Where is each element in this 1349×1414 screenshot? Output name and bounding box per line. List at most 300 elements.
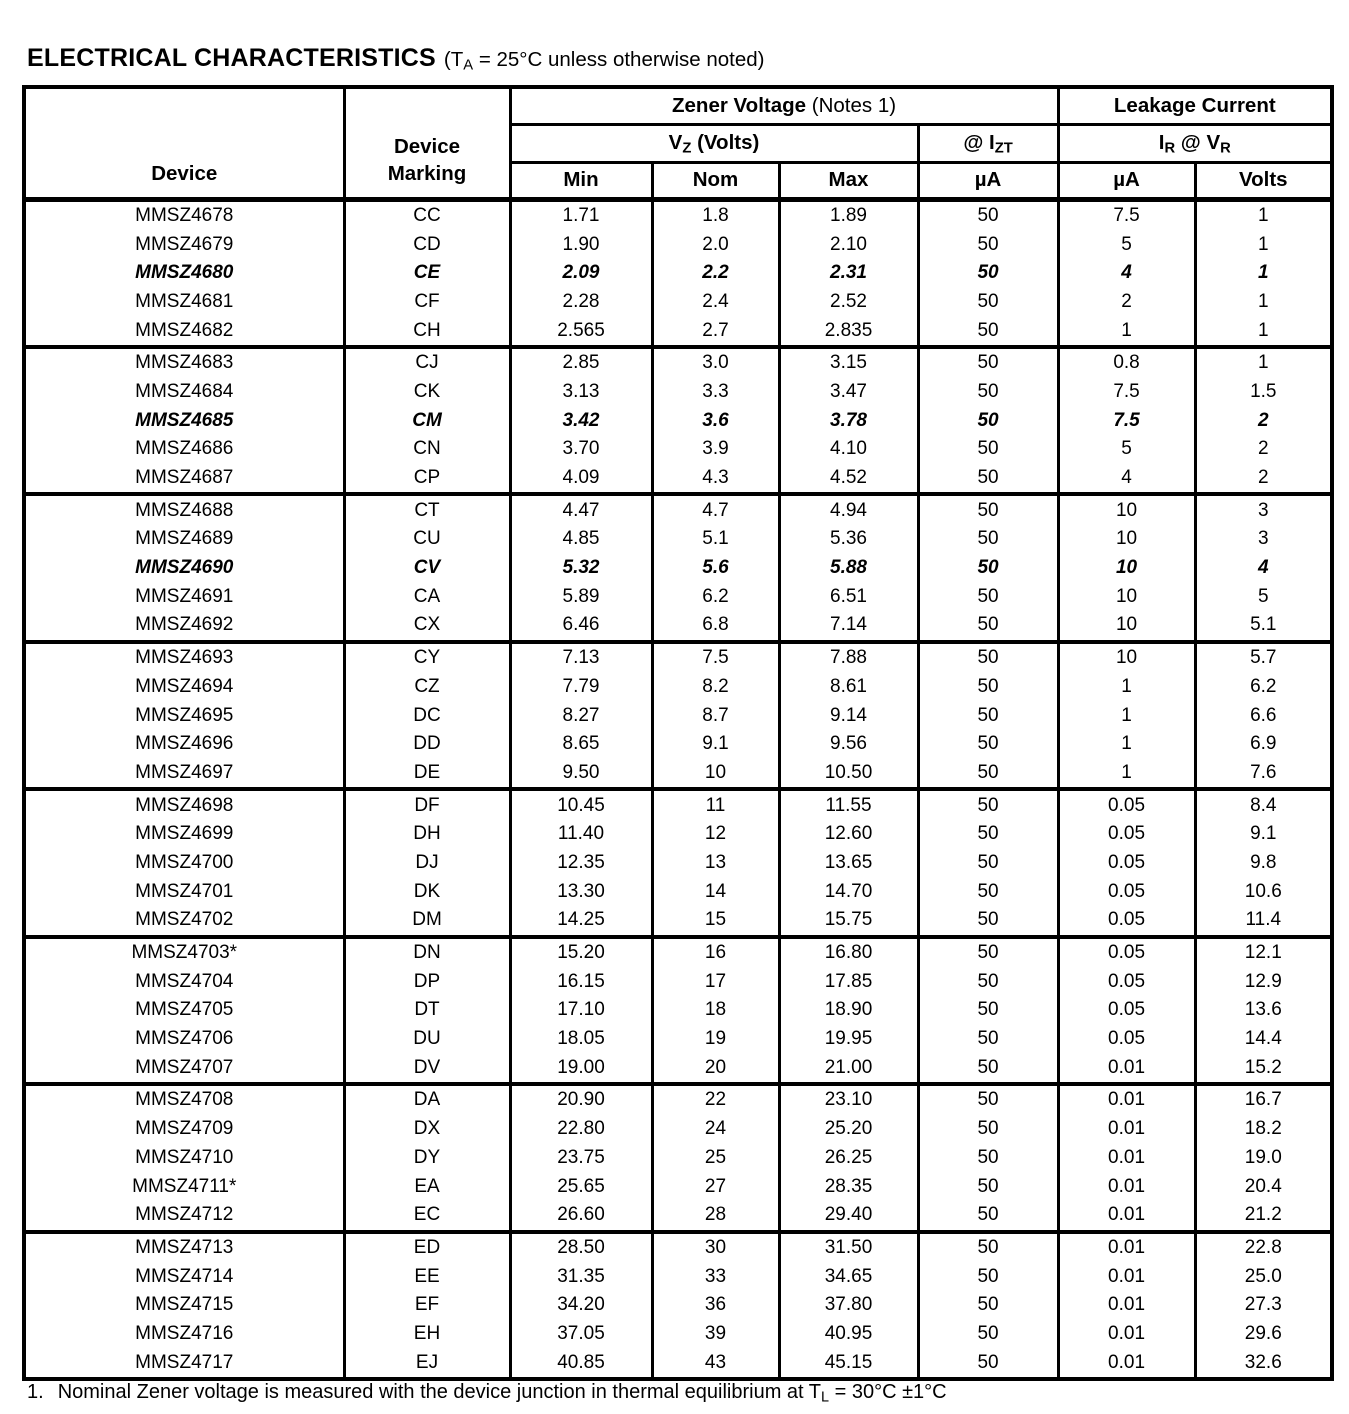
cell-izt_ua: 50 [918, 525, 1058, 554]
table-row [24, 849, 1332, 878]
header-izt-unit: µA [918, 162, 1058, 199]
table-row [24, 316, 1332, 347]
cell-vr_volts: 6.9 [1195, 730, 1332, 759]
cell-vz_max: 9.56 [779, 730, 918, 759]
cell-vz_nom: 4.3 [652, 464, 779, 495]
table-row [24, 1025, 1332, 1054]
table-row [24, 1172, 1332, 1201]
cell-vz_nom: 3.6 [652, 406, 779, 435]
cell-vr_volts: 16.7 [1195, 1084, 1332, 1115]
cell-vr_volts: 27.3 [1195, 1291, 1332, 1320]
cell-vz_min: 28.50 [510, 1232, 652, 1263]
cell-marking: CC [344, 199, 510, 230]
cell-device: MMSZ4712 [24, 1201, 344, 1232]
cell-vr_volts: 10.6 [1195, 877, 1332, 906]
cell-izt_ua: 50 [918, 1115, 1058, 1144]
cell-izt_ua: 50 [918, 701, 1058, 730]
cell-vz_min: 13.30 [510, 877, 652, 906]
cell-vz_min: 7.79 [510, 673, 652, 702]
cell-vz_max: 7.88 [779, 642, 918, 673]
cell-vr_volts: 1 [1195, 316, 1332, 347]
cell-ir_ua: 0.05 [1058, 996, 1195, 1025]
cell-marking: EJ [344, 1348, 510, 1379]
cell-vz_max: 1.89 [779, 199, 918, 230]
cell-vz_min: 1.71 [510, 199, 652, 230]
table-row [24, 1115, 1332, 1144]
cell-vz_min: 2.28 [510, 288, 652, 317]
cell-device: MMSZ4692 [24, 611, 344, 642]
cell-marking: DT [344, 996, 510, 1025]
cell-vz_nom: 25 [652, 1144, 779, 1173]
header-at-izt: @ $I_{ZT}$ [918, 124, 1058, 162]
cell-izt_ua: 50 [918, 673, 1058, 702]
cell-marking: DH [344, 820, 510, 849]
cell-ir_ua: 0.01 [1058, 1320, 1195, 1349]
table-row [24, 611, 1332, 642]
header-max: Max [779, 162, 918, 199]
page-title [27, 44, 765, 73]
cell-device: MMSZ4694 [24, 673, 344, 702]
cell-vz_nom: 24 [652, 1115, 779, 1144]
cell-vz_min: 20.90 [510, 1084, 652, 1115]
cell-vz_min: 25.65 [510, 1172, 652, 1201]
cell-vr_volts: 13.6 [1195, 996, 1332, 1025]
cell-device: MMSZ4704 [24, 967, 344, 996]
cell-vz_min: 11.40 [510, 820, 652, 849]
cell-vz_min: 6.46 [510, 611, 652, 642]
cell-vz_nom: 9.1 [652, 730, 779, 759]
cell-marking: CK [344, 378, 510, 407]
cell-vz_nom: 17 [652, 967, 779, 996]
cell-marking: CA [344, 582, 510, 611]
cell-device: MMSZ4693 [24, 642, 344, 673]
cell-vz_nom: 10 [652, 759, 779, 790]
cell-device: MMSZ4707 [24, 1053, 344, 1084]
cell-vz_nom: 11 [652, 789, 779, 820]
cell-vr_volts: 11.4 [1195, 906, 1332, 937]
cell-ir_ua: 0.05 [1058, 967, 1195, 996]
header-vz-volts: $V_Z$ (Volts) [510, 124, 918, 162]
cell-izt_ua: 50 [918, 1144, 1058, 1173]
title-text: ELECTRICAL CHARACTERISTICS [27, 44, 436, 72]
table-row [24, 730, 1332, 759]
cell-vr_volts: 21.2 [1195, 1201, 1332, 1232]
cell-izt_ua: 50 [918, 1084, 1058, 1115]
cell-vz_nom: 30 [652, 1232, 779, 1263]
cell-vr_volts: 18.2 [1195, 1115, 1332, 1144]
cell-vz_min: 9.50 [510, 759, 652, 790]
cell-ir_ua: 0.01 [1058, 1232, 1195, 1263]
cell-vr_volts: 2 [1195, 464, 1332, 495]
cell-vz_nom: 18 [652, 996, 779, 1025]
cell-vz_max: 28.35 [779, 1172, 918, 1201]
cell-izt_ua: 50 [918, 582, 1058, 611]
cell-ir_ua: 0.01 [1058, 1262, 1195, 1291]
cell-device: MMSZ4698 [24, 789, 344, 820]
cell-device: MMSZ4681 [24, 288, 344, 317]
cell-vz_max: 34.65 [779, 1262, 918, 1291]
cell-izt_ua: 50 [918, 199, 1058, 230]
cell-device: MMSZ4708 [24, 1084, 344, 1115]
cell-vr_volts: 6.6 [1195, 701, 1332, 730]
cell-izt_ua: 50 [918, 288, 1058, 317]
cell-vz_max: 12.60 [779, 820, 918, 849]
cell-vz_max: 10.50 [779, 759, 918, 790]
cell-vz_min: 4.09 [510, 464, 652, 495]
cell-ir_ua: 0.01 [1058, 1144, 1195, 1173]
table-row [24, 406, 1332, 435]
cell-izt_ua: 50 [918, 642, 1058, 673]
cell-vz_max: 14.70 [779, 877, 918, 906]
cell-izt_ua: 50 [918, 789, 1058, 820]
cell-device: MMSZ4686 [24, 435, 344, 464]
cell-ir_ua: 0.05 [1058, 849, 1195, 878]
cell-ir_ua: 4 [1058, 464, 1195, 495]
cell-vz_min: 16.15 [510, 967, 652, 996]
cell-vz_nom: 2.4 [652, 288, 779, 317]
cell-device: MMSZ4702 [24, 906, 344, 937]
cell-vz_min: 8.27 [510, 701, 652, 730]
cell-ir_ua: 1 [1058, 673, 1195, 702]
cell-vz_max: 16.80 [779, 937, 918, 968]
header-vr-unit: Volts [1195, 162, 1332, 199]
table-row [24, 525, 1332, 554]
cell-vr_volts: 32.6 [1195, 1348, 1332, 1379]
cell-vz_nom: 5.1 [652, 525, 779, 554]
cell-vz_max: 25.20 [779, 1115, 918, 1144]
cell-ir_ua: 7.5 [1058, 199, 1195, 230]
cell-marking: DE [344, 759, 510, 790]
cell-ir_ua: 0.01 [1058, 1291, 1195, 1320]
cell-izt_ua: 50 [918, 1262, 1058, 1291]
cell-marking: CZ [344, 673, 510, 702]
table-body [24, 199, 1332, 1379]
cell-marking: EA [344, 1172, 510, 1201]
cell-izt_ua: 50 [918, 1053, 1058, 1084]
cell-vz_max: 6.51 [779, 582, 918, 611]
cell-vz_max: 11.55 [779, 789, 918, 820]
cell-marking: CP [344, 464, 510, 495]
table-row [24, 1201, 1332, 1232]
cell-ir_ua: 0.05 [1058, 789, 1195, 820]
cell-ir_ua: 0.05 [1058, 937, 1195, 968]
cell-vz_nom: 36 [652, 1291, 779, 1320]
cell-device: MMSZ4709 [24, 1115, 344, 1144]
cell-vz_max: 2.52 [779, 288, 918, 317]
cell-vz_nom: 19 [652, 1025, 779, 1054]
cell-ir_ua: 0.01 [1058, 1115, 1195, 1144]
table-row [24, 435, 1332, 464]
footnote-text: Nominal Zener voltage is measured with the device junction in thermal equilibrium at $T_L = 30^\circ C \pm 1^\circ C$ [57, 1381, 947, 1406]
cell-vz_nom: 20 [652, 1053, 779, 1084]
table-row [24, 877, 1332, 906]
cell-vz_max: 2.31 [779, 259, 918, 288]
cell-vz_nom: 5.6 [652, 554, 779, 583]
cell-ir_ua: 0.8 [1058, 347, 1195, 378]
cell-vz_max: 37.80 [779, 1291, 918, 1320]
cell-vz_min: 23.75 [510, 1144, 652, 1173]
cell-marking: DK [344, 877, 510, 906]
table-row [24, 1144, 1332, 1173]
cell-vr_volts: 2 [1195, 406, 1332, 435]
cell-vr_volts: 29.6 [1195, 1320, 1332, 1349]
cell-izt_ua: 50 [918, 347, 1058, 378]
cell-vr_volts: 1.5 [1195, 378, 1332, 407]
cell-vr_volts: 5.7 [1195, 642, 1332, 673]
table-row [24, 1232, 1332, 1263]
header-zener-voltage: Zener Voltage (Notes 1) [510, 87, 1058, 124]
cell-device: MMSZ4696 [24, 730, 344, 759]
cell-vz_min: 31.35 [510, 1262, 652, 1291]
cell-izt_ua: 50 [918, 730, 1058, 759]
header-nom: Nom [652, 162, 779, 199]
cell-izt_ua: 50 [918, 1232, 1058, 1263]
cell-vz_min: 2.85 [510, 347, 652, 378]
cell-vr_volts: 9.8 [1195, 849, 1332, 878]
table-row [24, 789, 1332, 820]
cell-vz_nom: 14 [652, 877, 779, 906]
cell-vz_max: 4.10 [779, 435, 918, 464]
cell-device: MMSZ4690 [24, 554, 344, 583]
cell-device: MMSZ4703* [24, 937, 344, 968]
cell-marking: EC [344, 1201, 510, 1232]
cell-vz_max: 3.78 [779, 406, 918, 435]
cell-device: MMSZ4705 [24, 996, 344, 1025]
cell-vz_nom: 3.9 [652, 435, 779, 464]
cell-ir_ua: 2 [1058, 288, 1195, 317]
cell-vz_nom: 16 [652, 937, 779, 968]
table-row [24, 906, 1332, 937]
cell-vz_nom: 4.7 [652, 494, 779, 525]
cell-ir_ua: 7.5 [1058, 378, 1195, 407]
cell-vz_nom: 43 [652, 1348, 779, 1379]
cell-vz_min: 4.85 [510, 525, 652, 554]
cell-vz_nom: 2.2 [652, 259, 779, 288]
cell-izt_ua: 50 [918, 937, 1058, 968]
cell-marking: EF [344, 1291, 510, 1320]
cell-ir_ua: 4 [1058, 259, 1195, 288]
cell-vz_nom: 2.7 [652, 316, 779, 347]
table-row [24, 701, 1332, 730]
cell-ir_ua: 1 [1058, 316, 1195, 347]
cell-vr_volts: 1 [1195, 230, 1332, 259]
cell-vr_volts: 8.4 [1195, 789, 1332, 820]
cell-marking: CM [344, 406, 510, 435]
cell-ir_ua: 10 [1058, 582, 1195, 611]
cell-vz_min: 2.565 [510, 316, 652, 347]
cell-marking: DV [344, 1053, 510, 1084]
cell-vz_max: 17.85 [779, 967, 918, 996]
cell-vz_nom: 8.7 [652, 701, 779, 730]
cell-device: MMSZ4715 [24, 1291, 344, 1320]
cell-device: MMSZ4685 [24, 406, 344, 435]
cell-izt_ua: 50 [918, 1348, 1058, 1379]
cell-marking: ED [344, 1232, 510, 1263]
cell-device: MMSZ4700 [24, 849, 344, 878]
cell-ir_ua: 10 [1058, 554, 1195, 583]
cell-vr_volts: 25.0 [1195, 1262, 1332, 1291]
cell-izt_ua: 50 [918, 1201, 1058, 1232]
cell-ir_ua: 0.05 [1058, 820, 1195, 849]
cell-izt_ua: 50 [918, 967, 1058, 996]
cell-marking: CT [344, 494, 510, 525]
cell-device: MMSZ4701 [24, 877, 344, 906]
cell-vz_min: 4.47 [510, 494, 652, 525]
cell-vz_min: 3.42 [510, 406, 652, 435]
cell-device: MMSZ4716 [24, 1320, 344, 1349]
cell-device: MMSZ4691 [24, 582, 344, 611]
table-row [24, 1291, 1332, 1320]
cell-device: MMSZ4695 [24, 701, 344, 730]
cell-ir_ua: 5 [1058, 435, 1195, 464]
cell-vz_max: 2.10 [779, 230, 918, 259]
cell-vz_nom: 2.0 [652, 230, 779, 259]
table-row [24, 820, 1332, 849]
cell-vz_nom: 3.3 [652, 378, 779, 407]
cell-vz_nom: 28 [652, 1201, 779, 1232]
cell-izt_ua: 50 [918, 316, 1058, 347]
cell-izt_ua: 50 [918, 259, 1058, 288]
table-row [24, 259, 1332, 288]
header-min: Min [510, 162, 652, 199]
cell-vz_nom: 39 [652, 1320, 779, 1349]
cell-vr_volts: 12.1 [1195, 937, 1332, 968]
cell-vz_max: 13.65 [779, 849, 918, 878]
cell-vr_volts: 5 [1195, 582, 1332, 611]
cell-marking: DC [344, 701, 510, 730]
cell-marking: EE [344, 1262, 510, 1291]
cell-vz_min: 2.09 [510, 259, 652, 288]
cell-ir_ua: 10 [1058, 525, 1195, 554]
cell-ir_ua: 0.05 [1058, 877, 1195, 906]
cell-vz_min: 7.13 [510, 642, 652, 673]
cell-ir_ua: 0.01 [1058, 1348, 1195, 1379]
cell-marking: DF [344, 789, 510, 820]
cell-izt_ua: 50 [918, 1291, 1058, 1320]
cell-ir_ua: 10 [1058, 611, 1195, 642]
cell-vz_max: 15.75 [779, 906, 918, 937]
table-row [24, 347, 1332, 378]
cell-marking: DX [344, 1115, 510, 1144]
cell-vz_min: 26.60 [510, 1201, 652, 1232]
table-row [24, 1320, 1332, 1349]
cell-vr_volts: 5.1 [1195, 611, 1332, 642]
cell-vz_nom: 33 [652, 1262, 779, 1291]
cell-ir_ua: 0.01 [1058, 1172, 1195, 1201]
cell-izt_ua: 50 [918, 820, 1058, 849]
cell-device: MMSZ4683 [24, 347, 344, 378]
header-device: Device [24, 87, 344, 199]
cell-device: MMSZ4711* [24, 1172, 344, 1201]
cell-vz_max: 21.00 [779, 1053, 918, 1084]
cell-marking: DM [344, 906, 510, 937]
table-row [24, 199, 1332, 230]
table-row [24, 1348, 1332, 1379]
table-row [24, 759, 1332, 790]
cell-izt_ua: 50 [918, 849, 1058, 878]
cell-vr_volts: 7.6 [1195, 759, 1332, 790]
cell-izt_ua: 50 [918, 1320, 1058, 1349]
cell-izt_ua: 50 [918, 406, 1058, 435]
cell-vz_min: 5.32 [510, 554, 652, 583]
cell-marking: CV [344, 554, 510, 583]
cell-ir_ua: 0.05 [1058, 1025, 1195, 1054]
cell-vz_max: 3.47 [779, 378, 918, 407]
cell-vr_volts: 22.8 [1195, 1232, 1332, 1263]
cell-vr_volts: 20.4 [1195, 1172, 1332, 1201]
cell-vr_volts: 15.2 [1195, 1053, 1332, 1084]
cell-device: MMSZ4713 [24, 1232, 344, 1263]
cell-izt_ua: 50 [918, 378, 1058, 407]
cell-ir_ua: 1 [1058, 701, 1195, 730]
cell-vz_max: 8.61 [779, 673, 918, 702]
table-row [24, 996, 1332, 1025]
cell-device: MMSZ4687 [24, 464, 344, 495]
cell-vr_volts: 6.2 [1195, 673, 1332, 702]
cell-device: MMSZ4714 [24, 1262, 344, 1291]
cell-ir_ua: 1 [1058, 730, 1195, 759]
cell-device: MMSZ4688 [24, 494, 344, 525]
cell-vr_volts: 9.1 [1195, 820, 1332, 849]
cell-device: MMSZ4679 [24, 230, 344, 259]
table-row [24, 582, 1332, 611]
cell-izt_ua: 50 [918, 494, 1058, 525]
table-row [24, 1084, 1332, 1115]
cell-vz_nom: 12 [652, 820, 779, 849]
cell-ir_ua: 0.01 [1058, 1201, 1195, 1232]
cell-vz_min: 37.05 [510, 1320, 652, 1349]
cell-device: MMSZ4682 [24, 316, 344, 347]
cell-vz_max: 5.36 [779, 525, 918, 554]
cell-marking: CJ [344, 347, 510, 378]
cell-izt_ua: 50 [918, 230, 1058, 259]
table-row [24, 967, 1332, 996]
cell-vr_volts: 3 [1195, 494, 1332, 525]
cell-marking: CD [344, 230, 510, 259]
cell-marking: DU [344, 1025, 510, 1054]
cell-marking: CN [344, 435, 510, 464]
cell-vz_max: 2.835 [779, 316, 918, 347]
cell-vz_nom: 6.2 [652, 582, 779, 611]
table-row [24, 937, 1332, 968]
cell-vr_volts: 1 [1195, 347, 1332, 378]
cell-vr_volts: 2 [1195, 435, 1332, 464]
cell-marking: CU [344, 525, 510, 554]
footnote [27, 1381, 947, 1404]
header-ir-at-vr: $I_R$ @ $V_R$ [1058, 124, 1332, 162]
cell-device: MMSZ4689 [24, 525, 344, 554]
table-row [24, 642, 1332, 673]
cell-marking: EH [344, 1320, 510, 1349]
cell-marking: DA [344, 1084, 510, 1115]
cell-vz_min: 18.05 [510, 1025, 652, 1054]
cell-izt_ua: 50 [918, 759, 1058, 790]
cell-marking: DP [344, 967, 510, 996]
table-row [24, 673, 1332, 702]
cell-vz_nom: 3.0 [652, 347, 779, 378]
cell-marking: DN [344, 937, 510, 968]
table-header [24, 87, 1332, 199]
cell-vz_min: 1.90 [510, 230, 652, 259]
cell-vz_max: 23.10 [779, 1084, 918, 1115]
cell-vz_nom: 8.2 [652, 673, 779, 702]
table-row [24, 1053, 1332, 1084]
cell-ir_ua: 0.01 [1058, 1084, 1195, 1115]
cell-vz_max: 3.15 [779, 347, 918, 378]
header-ir-unit: µA [1058, 162, 1195, 199]
cell-device: MMSZ4699 [24, 820, 344, 849]
cell-vz_max: 29.40 [779, 1201, 918, 1232]
